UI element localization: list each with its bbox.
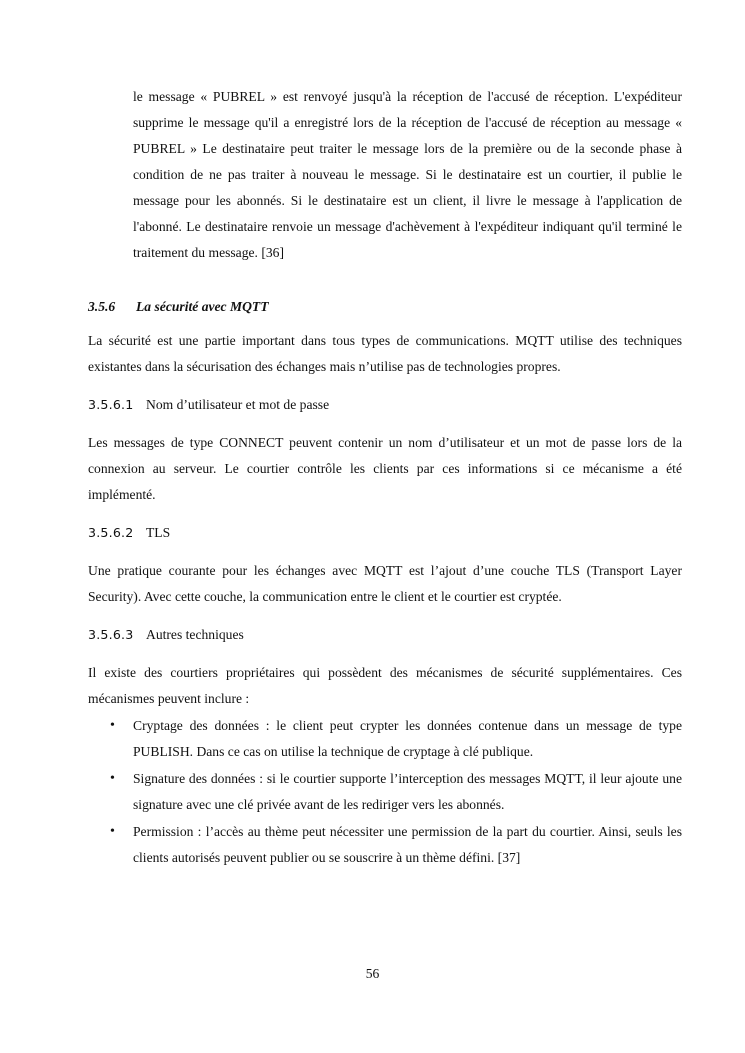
- continued-paragraph: le message « PUBREL » est renvoyé jusqu'à la réception de l'accusé de réception. L'expéditeur supprime le message qu'il a enregistré lors de la réception de l'accusé de réception au message « PUBREL » Le destinataire peut traiter le message lors de la première ou de la seconde phase à condition de ne pas traiter à nouveau le message. Si le destinataire est un courtier, il publie le message pour les abonnés. Si le destinataire est un client, il livre le message à l'application de l'abonné. Le destinataire renvoie un message d'achèvement à l'expéditeur indiquant qu'il terminé le traitement du message. [36]: [133, 89, 682, 260]
- subsection-heading-2: [88, 520, 682, 546]
- subsection-paragraph-1: Les messages de type CONNECT peuvent contenir un nom d’utilisateur et un mot de passe lors de la connexion au serveur. Le courtier contrôle les clients par ces informations si ce mécanisme a été implémenté.: [88, 435, 682, 502]
- list-item: [88, 713, 682, 765]
- section-intro-paragraph: La sécurité est une partie important dans tous types de communications. MQTT utilise des techniques existantes dans la sécurisation des échanges mais n’utilise pas de technologies propres.: [88, 333, 682, 374]
- subsection-paragraph-3: Il existe des courtiers propriétaires qui possèdent des mécanismes de sécurité supplémentaires. Ces mécanismes peuvent inclure :: [88, 665, 682, 706]
- section-heading: [88, 294, 682, 320]
- subsection-title: TLS: [146, 525, 171, 540]
- subsection-paragraph-2: Une pratique courante pour les échanges avec MQTT est l’ajout d’une couche TLS (Transport Layer Security). Avec cette couche, la communication entre le client et le courtier est cryptée.: [88, 563, 682, 604]
- bullet-icon: •: [110, 718, 115, 733]
- list-item-text: Signature des données : si le courtier supporte l’interception des messages MQTT, il leur ajoute une signature avec une clé privée avant de les rediriger vers les abonnés.: [133, 771, 682, 812]
- list-item-text: Permission : l’accès au thème peut nécessiter une permission de la part du courtier. Ainsi, seuls les clients autorisés peuvent publier ou se souscrire à un thème défini. [37]: [133, 824, 682, 865]
- subsection-number: 3.5.6.2: [88, 525, 134, 540]
- list-item: [88, 819, 682, 871]
- subsection-title: Nom d’utilisateur et mot de passe: [146, 397, 330, 412]
- page-number: 56: [365, 966, 380, 981]
- section-title: La sécurité avec MQTT: [136, 299, 269, 314]
- bullet-list: [88, 713, 682, 871]
- section-number: 3.5.6: [88, 299, 116, 314]
- page-content: [88, 84, 682, 871]
- bullet-icon: •: [110, 824, 115, 839]
- subsection-heading-1: [88, 392, 682, 418]
- subsection-number: 3.5.6.3: [88, 627, 134, 642]
- subsection-title: Autres techniques: [146, 627, 244, 642]
- subsection-heading-3: [88, 622, 682, 648]
- list-item-text: Cryptage des données : le client peut crypter les données contenue dans un message de type PUBLISH. Dans ce cas on utilise la technique de cryptage à clé publique.: [133, 718, 682, 759]
- bullet-icon: •: [110, 771, 115, 786]
- subsection-number: 3.5.6.1: [88, 397, 134, 412]
- list-item: [88, 766, 682, 818]
